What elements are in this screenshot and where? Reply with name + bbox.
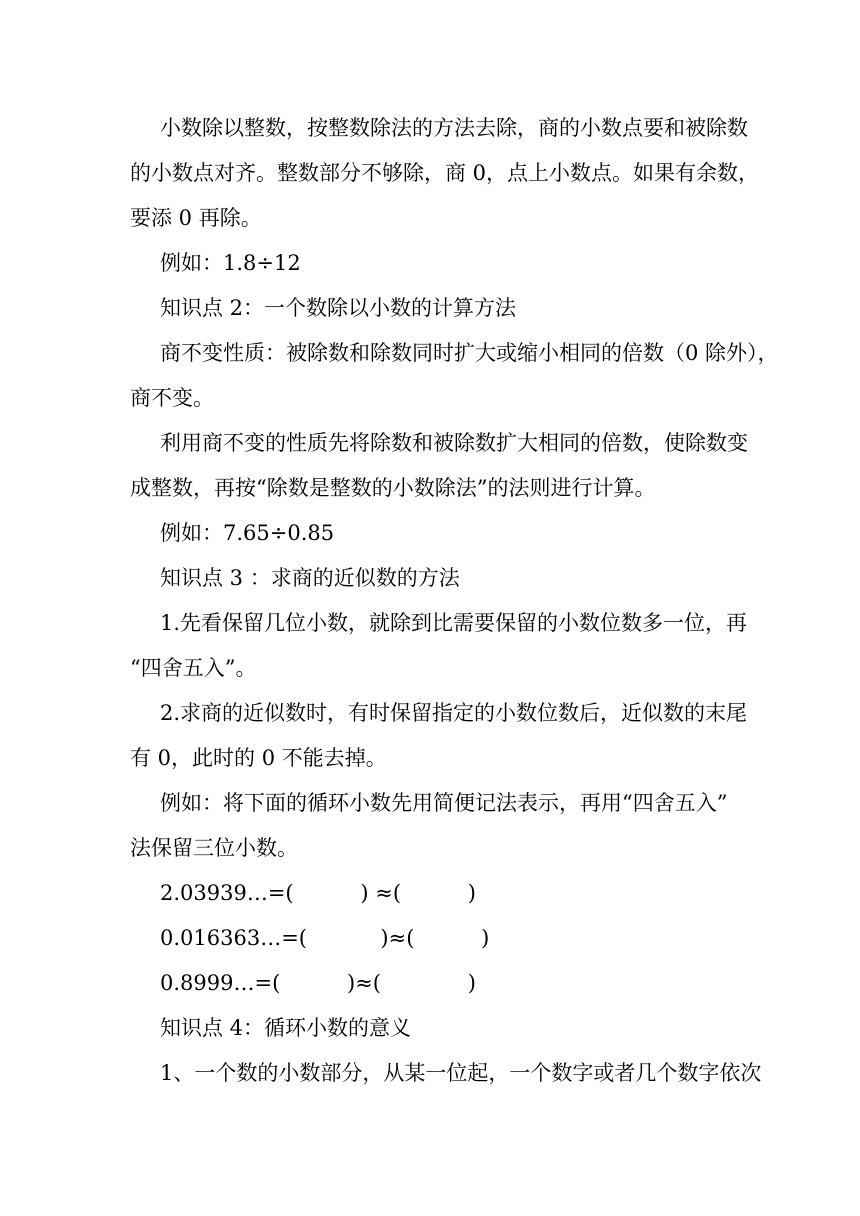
paragraph-line: 商不变性质：被除数和除数同时扩大或缩小相同的倍数（0 除外）， [160,341,779,365]
paragraph-line: 利用商不变的性质先将除数和被除数扩大相同的倍数，使除数变 [160,431,748,455]
paragraph-line: 小数除以整数，按整数除法的方法去除，商的小数点要和被除数 [160,116,748,140]
paragraph-line: “四舍五入”。 [130,656,257,680]
example-line: 例如：7.65÷0.85 [160,521,335,545]
section-heading: 知识点 4：循环小数的意义 [160,1016,412,1040]
paragraph-line: 1.先看保留几位小数，就除到比需要保留的小数位数多一位，再 [160,611,748,635]
paragraph-line: 2.求商的近似数时，有时保留指定的小数位数后，近似数的末尾 [160,701,748,725]
exercise-line: 0.016363…=( )≈( ) [160,926,490,950]
section-heading: 知识点 3 ：求商的近似数的方法 [160,566,460,590]
paragraph-line: 商不变。 [130,386,214,410]
exercise-line: 0.8999…=( )≈( ) [160,971,476,995]
paragraph-line: 的小数点对齐。整数部分不够除，商 0，点上小数点。如果有余数， [130,161,760,185]
section-heading: 知识点 2：一个数除以小数的计算方法 [160,296,517,320]
paragraph-line: 有 0，此时的 0 不能去掉。 [130,746,387,770]
example-line: 例如：1.8÷12 [160,251,301,275]
paragraph-line: 1、一个数的小数部分，从某一位起，一个数字或者几个数字依次 [160,1061,762,1085]
paragraph-line: 法保留三位小数。 [130,836,298,860]
example-line: 例如：将下面的循环小数先用简便记法表示，再用“四舍五入” [160,791,728,815]
paragraph-line: 成整数，再按“除数是整数的小数除法”的法则进行计算。 [130,476,656,500]
paragraph-line: 要添 0 再除。 [130,206,262,230]
exercise-line: 2.03939…=( ) ≈( ) [160,881,476,905]
